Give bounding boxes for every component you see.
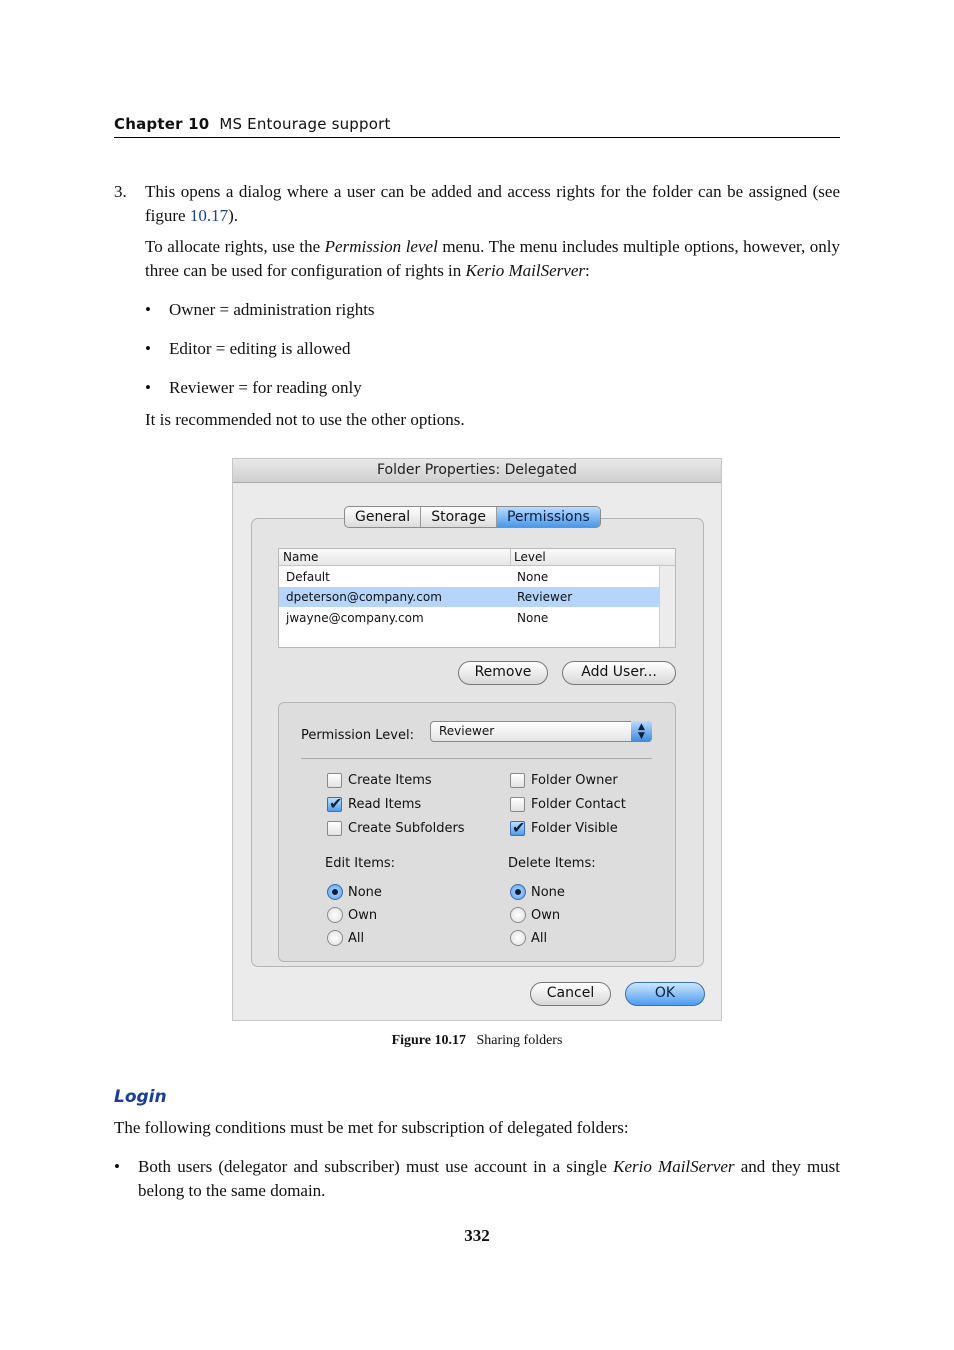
updown-arrows-icon: ▲ ▼	[631, 721, 652, 742]
kerio-mailserver-emphasis: Kerio MailServer	[465, 261, 585, 280]
step-number: 3.	[114, 182, 127, 201]
rights-text-2: menu. The menu includes multiple options, however, only three can be used for configuration of rights in	[145, 237, 840, 280]
permission-level-emphasis: Permission level	[324, 237, 438, 256]
delete-own-radio[interactable]	[510, 907, 526, 923]
ok-button[interactable]: OK	[625, 982, 705, 1006]
login-condition-bullet	[138, 1155, 840, 1203]
kerio-mailserver-emphasis: Kerio MailServer	[613, 1157, 735, 1176]
user-permission-list[interactable]	[278, 548, 676, 648]
edit-none-label: None	[348, 885, 382, 900]
folder-contact-checkbox[interactable]	[510, 797, 525, 812]
step-text: This opens a dialog where a user can be added and access rights for the folder can be assigned (see figure	[145, 182, 840, 225]
column-divider	[510, 549, 511, 566]
list-row-selected[interactable]	[279, 587, 659, 607]
column-header-level[interactable]: Level	[514, 550, 546, 564]
user-level: None	[517, 570, 549, 584]
running-header	[114, 115, 840, 133]
edit-all-label: All	[348, 931, 365, 946]
rights-text-3: :	[585, 261, 590, 280]
role-editor: Editor = editing is allowed	[169, 339, 351, 358]
edit-all-radio[interactable]	[327, 930, 343, 946]
section-heading-login: Login	[114, 1087, 167, 1107]
step-text-end: ).	[228, 206, 239, 225]
delete-all-radio[interactable]	[510, 930, 526, 946]
step-paragraph	[145, 180, 840, 228]
delete-all-label: All	[531, 931, 548, 946]
rights-text-1: To allocate rights, use the	[145, 237, 325, 256]
user-name: jwayne@company.com	[286, 611, 424, 625]
folder-owner-label: Folder Owner	[531, 773, 618, 788]
column-header-name[interactable]: Name	[283, 550, 319, 564]
list-row[interactable]	[279, 567, 659, 587]
permission-level-select[interactable]	[430, 721, 652, 742]
chapter-title: MS Entourage support	[219, 115, 391, 133]
list-scrollbar[interactable]	[659, 566, 675, 647]
figure-label: Figure 10.17	[391, 1033, 466, 1048]
folder-visible-label: Folder Visible	[531, 821, 618, 836]
header-rule	[114, 137, 840, 138]
role-reviewer: Reviewer = for reading only	[169, 378, 362, 397]
role-owner: Owner = administration rights	[169, 300, 375, 319]
tab-storage[interactable]: Storage	[421, 507, 497, 527]
delete-items-label: Delete Items:	[508, 856, 596, 871]
remove-button[interactable]: Remove	[458, 661, 548, 685]
figure-caption	[0, 1033, 954, 1049]
folder-contact-label: Folder Contact	[531, 797, 626, 812]
edit-own-label: Own	[348, 908, 378, 923]
create-items-label: Create Items	[348, 773, 432, 788]
edit-items-label: Edit Items:	[325, 856, 396, 871]
create-subfolders-label: Create Subfolders	[348, 821, 465, 836]
edit-none-radio[interactable]	[327, 884, 343, 900]
figure-reference-link[interactable]: 10.17	[189, 206, 229, 225]
condition-text-2: and they must belong to the same domain.	[138, 1157, 841, 1200]
folder-owner-checkbox[interactable]	[510, 773, 525, 788]
user-name: Default	[286, 570, 330, 584]
add-user-button[interactable]: Add User...	[562, 661, 676, 685]
create-subfolders-checkbox[interactable]	[327, 821, 342, 836]
edit-own-radio[interactable]	[327, 907, 343, 923]
user-level: Reviewer	[517, 590, 573, 604]
folder-visible-checkbox[interactable]	[510, 821, 525, 836]
permission-level-value: Reviewer	[439, 724, 495, 738]
delete-none-label: None	[531, 885, 565, 900]
read-items-checkbox[interactable]	[327, 797, 342, 812]
bullet-dot: •	[145, 300, 151, 319]
rights-paragraph	[145, 235, 840, 283]
list-row[interactable]	[279, 608, 659, 628]
user-level: None	[517, 611, 549, 625]
create-items-checkbox[interactable]	[327, 773, 342, 788]
read-items-label: Read Items	[348, 797, 422, 812]
tab-general[interactable]: General	[345, 507, 421, 527]
permissions-group	[278, 702, 676, 962]
chapter-label: Chapter 10	[114, 115, 210, 133]
bullet-dot: •	[145, 378, 151, 397]
tab-bar	[344, 506, 601, 528]
separator	[301, 758, 652, 759]
figure-caption-text: Sharing folders	[476, 1033, 563, 1048]
dialog-title: Folder Properties: Delegated	[233, 459, 721, 483]
page-number: 332	[464, 1226, 490, 1245]
recommendation-text: It is recommended not to use the other options.	[145, 410, 465, 429]
delete-none-radio[interactable]	[510, 884, 526, 900]
cancel-button[interactable]: Cancel	[530, 982, 611, 1006]
list-header	[279, 549, 675, 566]
delete-own-label: Own	[531, 908, 561, 923]
condition-text-1: Both users (delegator and subscriber) must use account in a single	[138, 1157, 614, 1176]
user-name: dpeterson@company.com	[286, 590, 442, 604]
tab-permissions[interactable]: Permissions	[497, 507, 600, 527]
login-intro: The following conditions must be met for subscription of delegated folders:	[114, 1118, 629, 1137]
permission-level-label: Permission Level:	[301, 728, 414, 743]
folder-properties-dialog	[232, 458, 722, 1021]
bullet-dot: •	[145, 339, 151, 358]
bullet-dot: •	[114, 1157, 120, 1176]
